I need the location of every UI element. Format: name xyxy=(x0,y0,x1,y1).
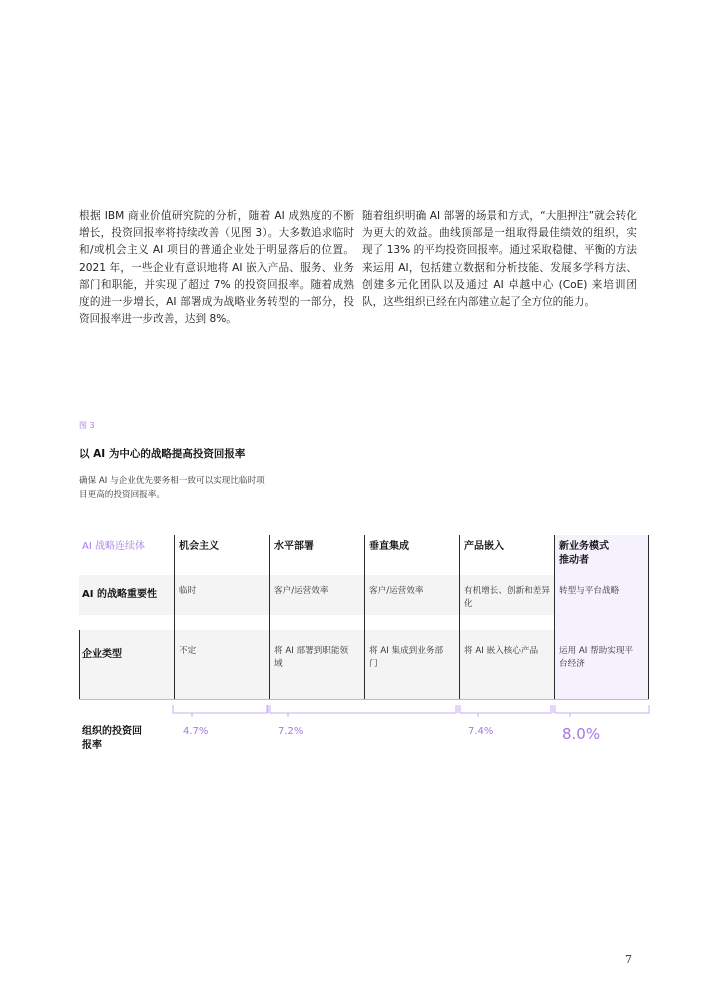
roi-label: 组织的投资回报率 xyxy=(82,726,142,751)
corner-label: AI 战略连续体 xyxy=(82,541,145,552)
table-cell: 转型与平台战略 xyxy=(559,586,620,596)
bracket-segment xyxy=(460,705,551,713)
table-cell: 客户/运营效率 xyxy=(274,586,329,596)
table-cell: 运用 AI 帮助实现平台经济 xyxy=(559,646,634,669)
table-bottom-line xyxy=(79,699,649,700)
roi-value: 4.7% xyxy=(183,726,209,737)
column-header: 垂直集成 xyxy=(369,541,409,552)
body-paragraph-left: 根据 IBM 商业价值研究院的分析，随着 AI 成熟度的不断增长，投资回报率将持续改善（见图 3）。大多数追求临时和/或机会主义 AI 项目的普通企业处于明显落后的位置。2021 年，一些企业有意识地将 AI 嵌入产品、服务、业务部门和职能，并实现了超过 7% 的投资回报率。随着成熟度的进一步增长，AI 部署成为战略业务转型的一部分，投资回报率进一步改善，达到 8%。 xyxy=(79,210,354,326)
table-cell: 将 AI 嵌入核心产品 xyxy=(464,646,539,656)
left-divider xyxy=(79,630,80,699)
column-header: 产品嵌入 xyxy=(464,541,504,552)
column-divider xyxy=(648,535,649,699)
figure-number: 图 3 xyxy=(79,421,95,430)
row-label: 企业类型 xyxy=(82,649,122,660)
table-cell: 将 AI 部署到职能领域 xyxy=(274,646,349,669)
roi-value-highlight: 8.0% xyxy=(562,725,601,743)
table-cell: 客户/运营效率 xyxy=(369,586,424,596)
column-divider xyxy=(174,535,175,699)
bracket-segment xyxy=(173,705,267,713)
page-number: 7 xyxy=(625,953,632,966)
roi-value: 7.2% xyxy=(278,726,304,737)
column-divider xyxy=(554,535,555,699)
table-cell: 有机增长、创新和差异化 xyxy=(464,586,550,609)
figure-title: 以 AI 为中心的战略提高投资回报率 xyxy=(79,448,246,460)
figure-subtitle: 确保 AI 与企业优先要务相一致可以实现比临时项目更高的投资回报率。 xyxy=(79,476,265,500)
column-divider xyxy=(364,535,365,699)
ai-strategy-table xyxy=(79,535,649,699)
body-paragraph-right: 随着组织明确 AI 部署的场景和方式，“大胆押注”就会转化为更大的效益。曲线顶部是一组取得最佳绩效的组织，实现了 13% 的平均投资回报率。通过采取稳健、平衡的方法来运用 AI，包括建立数据和分析技能、发展多学科方法、创建多元化团队以及通过 AI 卓越中心 (CoE) 来培训团队，这些组织已经在内部建立起了全方位的能力。 xyxy=(362,210,637,309)
bracket-segment xyxy=(270,705,456,713)
table-cell: 临时 xyxy=(179,586,197,596)
table-cell: 将 AI 集成到业务部门 xyxy=(369,646,444,669)
column-header: 新业务模式推动者 xyxy=(559,541,609,566)
roi-value: 7.4% xyxy=(468,726,494,737)
column-divider xyxy=(459,535,460,699)
column-header: 机会主义 xyxy=(179,541,219,552)
column-header: 水平部署 xyxy=(274,541,314,552)
row-label: AI 的战略重要性 xyxy=(82,589,157,600)
column-divider xyxy=(269,535,270,699)
roi-axis-brackets xyxy=(172,704,650,718)
table-cell: 不定 xyxy=(179,646,197,656)
bracket-segment xyxy=(555,705,649,713)
